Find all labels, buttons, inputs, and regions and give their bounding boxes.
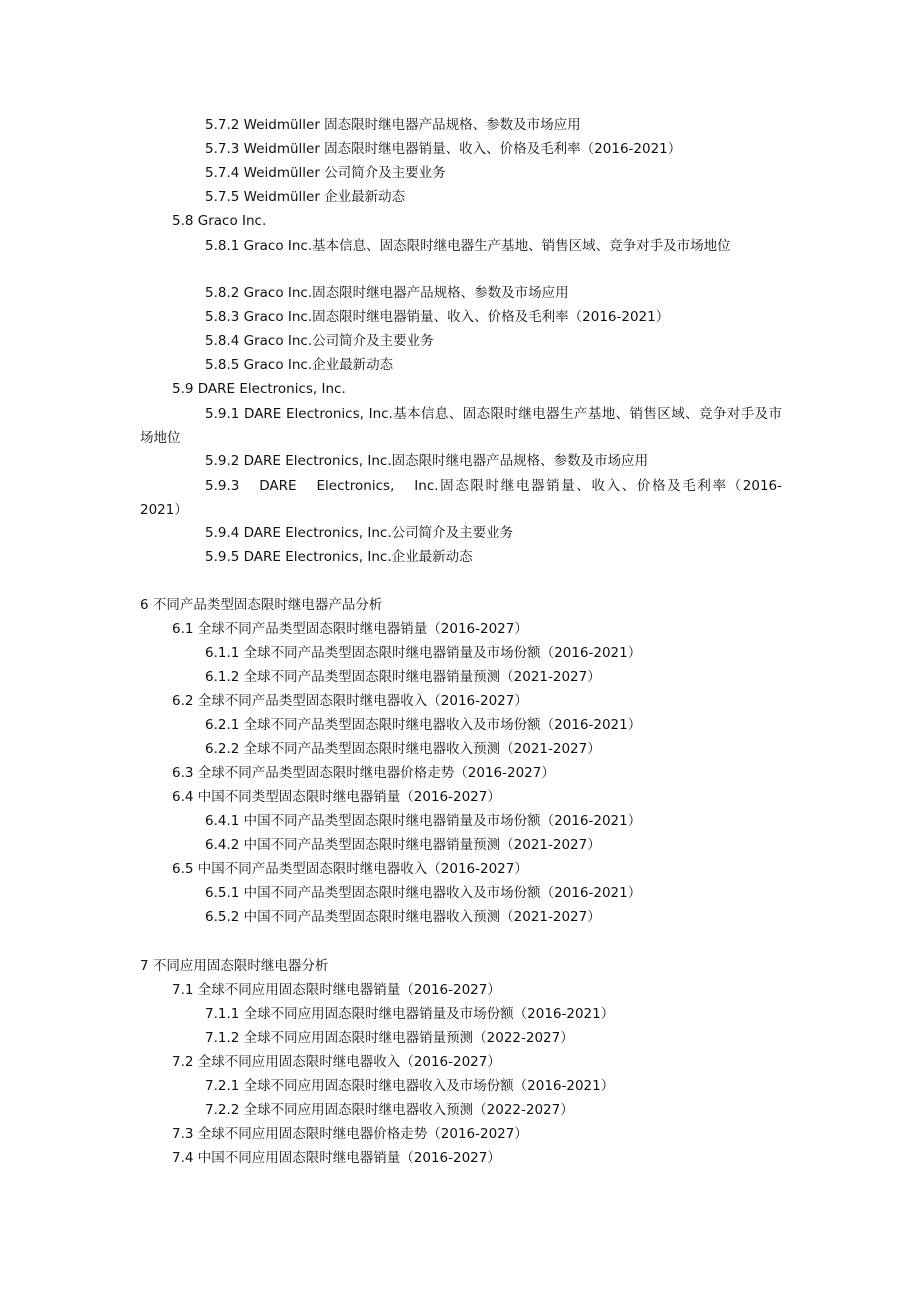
toc-entry-5-9: 5.9 DARE Electronics, Inc. [172,381,346,397]
toc-entry-6-1-2: 6.1.2 全球不同产品类型固态限时继电器销量预测（2021-2027） [205,669,601,685]
toc-entry-5-8-5: 5.8.5 Graco Inc.企业最新动态 [205,357,394,373]
toc-entry-6-1: 6.1 全球不同产品类型固态限时继电器销量（2016-2027） [172,621,528,637]
toc-entry-7-4: 7.4 中国不同应用固态限时继电器销量（2016-2027） [172,1150,501,1166]
toc-entry-6-2-2: 6.2.2 全球不同产品类型固态限时继电器收入预测（2021-2027） [205,741,601,757]
toc-entry-7-2-1: 7.2.1 全球不同应用固态限时继电器收入及市场份额（2016-2021） [205,1078,615,1094]
toc-entry-6-5-1: 6.5.1 中国不同产品类型固态限时继电器收入及市场份额（2016-2021） [205,885,642,901]
toc-entry-5-9-5: 5.9.5 DARE Electronics, Inc.企业最新动态 [205,549,473,565]
toc-entry-5-8-1: 5.8.1 Graco Inc.基本信息、固态限时继电器生产基地、销售区域、竞争对手及市场地位 [205,238,731,254]
toc-entry-7-1: 7.1 全球不同应用固态限时继电器销量（2016-2027） [172,982,501,998]
toc-entry-5-9-4: 5.9.4 DARE Electronics, Inc.公司简介及主要业务 [205,525,514,541]
toc-entry-7-3: 7.3 全球不同应用固态限时继电器价格走势（2016-2027） [172,1126,528,1142]
toc-entry-7-2: 7.2 全球不同应用固态限时继电器收入（2016-2027） [172,1054,501,1070]
toc-entry-6-4-1: 6.4.1 中国不同产品类型固态限时继电器销量及市场份额（2016-2021） [205,813,642,829]
toc-entry-6-4: 6.4 中国不同类型固态限时继电器销量（2016-2027） [172,789,501,805]
toc-entry-6-2-1: 6.2.1 全球不同产品类型固态限时继电器收入及市场份额（2016-2021） [205,717,642,733]
toc-entry-5-9-1: 5.9.1 DARE Electronics, Inc.基本信息、固态限时继电器生产基地、销售区域、竞争对手及市场地位 [140,406,782,446]
toc-entry-7-1-2: 7.1.2 全球不同应用固态限时继电器销量预测（2022-2027） [205,1030,574,1046]
toc-chapter-7: 7 不同应用固态限时继电器分析 [140,958,329,974]
toc-entry-5-7-4: 5.7.4 Weidmüller 公司简介及主要业务 [205,165,446,181]
toc-entry-6-2: 6.2 全球不同产品类型固态限时继电器收入（2016-2027） [172,693,528,709]
toc-entry-5-8-4: 5.8.4 Graco Inc.公司简介及主要业务 [205,333,434,349]
toc-chapter-6: 6 不同产品类型固态限时继电器产品分析 [140,597,383,613]
toc-entry-6-4-2: 6.4.2 中国不同产品类型固态限时继电器销量预测（2021-2027） [205,837,601,853]
toc-entry-5-9-3: 5.9.3 DARE Electronics, Inc.固态限时继电器销量、收入、价格及毛利率（2016-2021） [140,478,782,518]
toc-entry-7-2-2: 7.2.2 全球不同应用固态限时继电器收入预测（2022-2027） [205,1102,574,1118]
toc-entry-6-5-2: 6.5.2 中国不同产品类型固态限时继电器收入预测（2021-2027） [205,909,601,925]
toc-entry-5-8: 5.8 Graco Inc. [172,213,267,229]
toc-entry-5-9-2: 5.9.2 DARE Electronics, Inc.固态限时继电器产品规格、参数及市场应用 [205,453,649,469]
toc-entry-5-8-3: 5.8.3 Graco Inc.固态限时继电器销量、收入、价格及毛利率（2016-2021） [205,309,670,325]
toc-entry-7-1-1: 7.1.1 全球不同应用固态限时继电器销量及市场份额（2016-2021） [205,1006,615,1022]
toc-entry-5-7-2: 5.7.2 Weidmüller 固态限时继电器产品规格、参数及市场应用 [205,117,581,133]
toc-entry-6-3: 6.3 全球不同产品类型固态限时继电器价格走势（2016-2027） [172,765,555,781]
toc-entry-6-1-1: 6.1.1 全球不同产品类型固态限时继电器销量及市场份额（2016-2021） [205,645,642,661]
toc-entry-6-5: 6.5 中国不同产品类型固态限时继电器收入（2016-2027） [172,861,528,877]
toc-entry-5-7-5: 5.7.5 Weidmüller 企业最新动态 [205,189,406,205]
toc-entry-5-7-3: 5.7.3 Weidmüller 固态限时继电器销量、收入、价格及毛利率（2016-2021） [205,141,682,157]
toc-entry-5-8-2: 5.8.2 Graco Inc.固态限时继电器产品规格、参数及市场应用 [205,285,569,301]
